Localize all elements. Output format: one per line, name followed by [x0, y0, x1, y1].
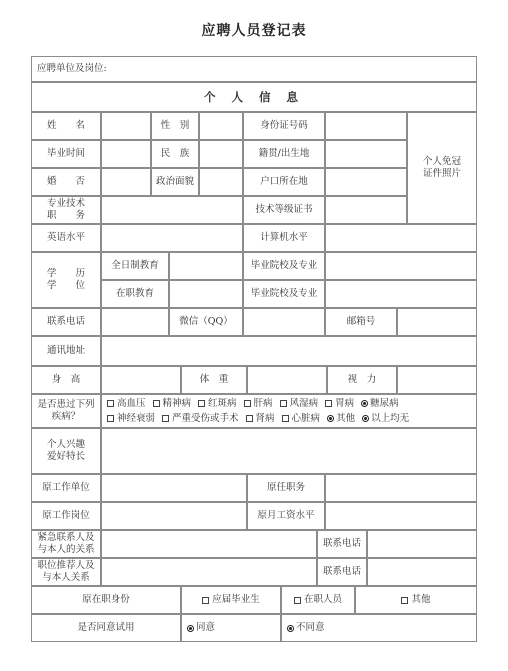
wechat-field[interactable] — [243, 308, 325, 336]
education-label: 学 历 学 位 — [31, 252, 101, 308]
prev-title-field[interactable] — [325, 474, 477, 502]
vision-label: 视 力 — [327, 366, 397, 394]
political-label: 政治面貌 — [151, 168, 199, 196]
checkbox-employed-icon — [294, 597, 301, 604]
english-label: 英语水平 — [31, 224, 101, 252]
trial-option-agree[interactable]: 同意 — [181, 614, 281, 642]
marital-label: 婚 否 — [31, 168, 101, 196]
id-number-label: 身份证号码 — [243, 112, 325, 140]
disease-label: 以上均无 — [371, 412, 410, 424]
address-label: 通讯地址 — [31, 336, 101, 366]
weight-field[interactable] — [247, 366, 327, 394]
phone-label: 联系电话 — [31, 308, 101, 336]
wechat-label: 微信（QQ） — [169, 308, 243, 336]
section-personal-info: 个 人 信 息 — [31, 82, 477, 112]
height-label: 身 高 — [31, 366, 101, 394]
radio-selected-icon — [361, 400, 368, 407]
disease-label: 红斑病 — [208, 397, 237, 409]
disease-row-1 — [107, 396, 406, 411]
marital-field[interactable] — [101, 168, 151, 196]
disease1-option-1[interactable] — [153, 398, 192, 410]
status-option-employed[interactable]: 在职人员 — [281, 586, 355, 614]
checkbox-icon — [107, 415, 114, 422]
prev-company-label: 原工作单位 — [31, 474, 101, 502]
status-label: 原在职身份 — [31, 586, 181, 614]
pro-tech-label: 专业技术 职 务 — [31, 196, 101, 224]
disease1-option-0[interactable] — [107, 398, 146, 410]
referrer-phone-label: 联系电话 — [317, 558, 367, 586]
radio-selected-icon — [327, 415, 334, 422]
disease2-option-4[interactable] — [327, 413, 355, 425]
prev-post-label: 原工作岗位 — [31, 502, 101, 530]
radio-agree-icon — [187, 625, 194, 632]
gender-field[interactable] — [199, 112, 243, 140]
school-major-label-1: 毕业院校及专业 — [243, 252, 325, 280]
ethnicity-field[interactable] — [199, 140, 243, 168]
checkbox-icon — [198, 400, 205, 407]
disease-label: 神经衰弱 — [117, 412, 156, 424]
photo-box[interactable]: 个人免冠 证件照片 — [407, 112, 477, 224]
checkbox-icon — [107, 400, 114, 407]
school-major-field-1[interactable] — [325, 252, 477, 280]
name-field[interactable] — [101, 112, 151, 140]
checkbox-icon — [325, 400, 332, 407]
disease2-option-0[interactable] — [107, 413, 155, 425]
tech-level-label: 技术等级证书 — [243, 196, 325, 224]
id-number-field[interactable] — [325, 112, 407, 140]
disease2-option-1[interactable] — [162, 413, 239, 425]
disease-options — [101, 394, 477, 428]
tech-level-field[interactable] — [325, 196, 407, 224]
prev-salary-label: 原月工资水平 — [247, 502, 325, 530]
hukou-field[interactable] — [325, 168, 407, 196]
prev-salary-field[interactable] — [325, 502, 477, 530]
checkbox-icon — [246, 415, 253, 422]
emergency-label: 紧急联系人及 与本人的关系 — [31, 530, 101, 558]
checkbox-other-icon — [401, 597, 408, 604]
checkbox-icon — [153, 400, 160, 407]
disease2-option-3[interactable] — [282, 413, 321, 425]
disease-row-2 — [107, 411, 416, 426]
inservice-label: 在职教育 — [101, 280, 169, 308]
grad-time-field[interactable] — [101, 140, 151, 168]
disease-label: 是否患过下列 疾病？ — [31, 394, 101, 428]
emergency-field[interactable] — [101, 530, 317, 558]
checkbox-icon — [244, 400, 251, 407]
referrer-field[interactable] — [101, 558, 317, 586]
disease2-option-2[interactable] — [246, 413, 275, 425]
vision-field[interactable] — [397, 366, 477, 394]
height-field[interactable] — [101, 366, 181, 394]
native-place-label: 籍贯/出生地 — [243, 140, 325, 168]
status-option-graduate[interactable]: 应届毕业生 — [181, 586, 281, 614]
fulltime-field[interactable] — [169, 252, 243, 280]
email-label: 邮箱号 — [325, 308, 397, 336]
inservice-field[interactable] — [169, 280, 243, 308]
phone-field[interactable] — [101, 308, 169, 336]
disease-label: 其他 — [336, 412, 356, 424]
checkbox-icon — [282, 415, 289, 422]
hobby-label: 个人兴趣 爱好特长 — [31, 428, 101, 474]
native-place-field[interactable] — [325, 140, 407, 168]
disease1-option-2[interactable] — [198, 398, 237, 410]
position-applied-label[interactable]: 应聘单位及岗位: — [31, 56, 477, 82]
school-major-field-2[interactable] — [325, 280, 477, 308]
status-option-other[interactable]: 其他 — [355, 586, 477, 614]
radio-disagree-icon — [287, 625, 294, 632]
hukou-label: 户口所在地 — [243, 168, 325, 196]
computer-field[interactable] — [325, 224, 477, 252]
gender-label: 性 别 — [151, 112, 199, 140]
disease-label: 风湿病 — [289, 397, 319, 409]
registration-form — [32, 57, 478, 632]
checkbox-icon — [280, 400, 287, 407]
disease-label: 肾病 — [255, 412, 275, 424]
emergency-phone-label: 联系电话 — [317, 530, 367, 558]
referrer-phone-field[interactable] — [367, 558, 477, 586]
ethnicity-label: 民 族 — [151, 140, 199, 168]
disease1-option-6[interactable] — [361, 398, 399, 410]
weight-label: 体 重 — [181, 366, 247, 394]
fulltime-label: 全日制教育 — [101, 252, 169, 280]
emergency-phone-field[interactable] — [367, 530, 477, 558]
disease1-option-4[interactable] — [280, 398, 319, 410]
english-field[interactable] — [101, 224, 243, 252]
grad-time-label: 毕业时间 — [31, 140, 101, 168]
prev-company-field[interactable] — [101, 474, 247, 502]
computer-label: 计算机水平 — [243, 224, 325, 252]
disease-label: 严重受伤或手术 — [172, 412, 239, 424]
hobby-field[interactable] — [101, 428, 477, 474]
disease2-option-5[interactable] — [362, 413, 409, 425]
trial-label: 是否同意试用 — [31, 614, 181, 642]
form-title: 应聘人员登记表 — [201, 23, 307, 39]
checkbox-graduate-icon — [202, 597, 209, 604]
disease-label: 高血压 — [117, 397, 146, 409]
disease-label: 肝病 — [253, 397, 273, 409]
checkbox-icon — [162, 415, 169, 422]
prev-post-field[interactable] — [101, 502, 247, 530]
disease-label: 精神病 — [162, 397, 192, 409]
political-field[interactable] — [199, 168, 243, 196]
school-major-label-2: 毕业院校及专业 — [243, 280, 325, 308]
disease1-option-3[interactable] — [244, 398, 273, 410]
radio-selected-icon — [362, 415, 369, 422]
referrer-label: 职位推荐人及 与本人关系 — [31, 558, 101, 586]
pro-tech-field[interactable] — [101, 196, 243, 224]
address-field[interactable] — [101, 336, 477, 366]
email-field[interactable] — [397, 308, 477, 336]
disease-label: 糖尿病 — [370, 397, 399, 409]
prev-title-label: 原任职务 — [247, 474, 325, 502]
disease-label: 胃病 — [335, 397, 355, 409]
disease-label: 心脏病 — [291, 412, 321, 424]
name-label: 姓 名 — [31, 112, 101, 140]
trial-option-disagree[interactable]: 不同意 — [281, 614, 477, 642]
disease1-option-5[interactable] — [325, 398, 354, 410]
